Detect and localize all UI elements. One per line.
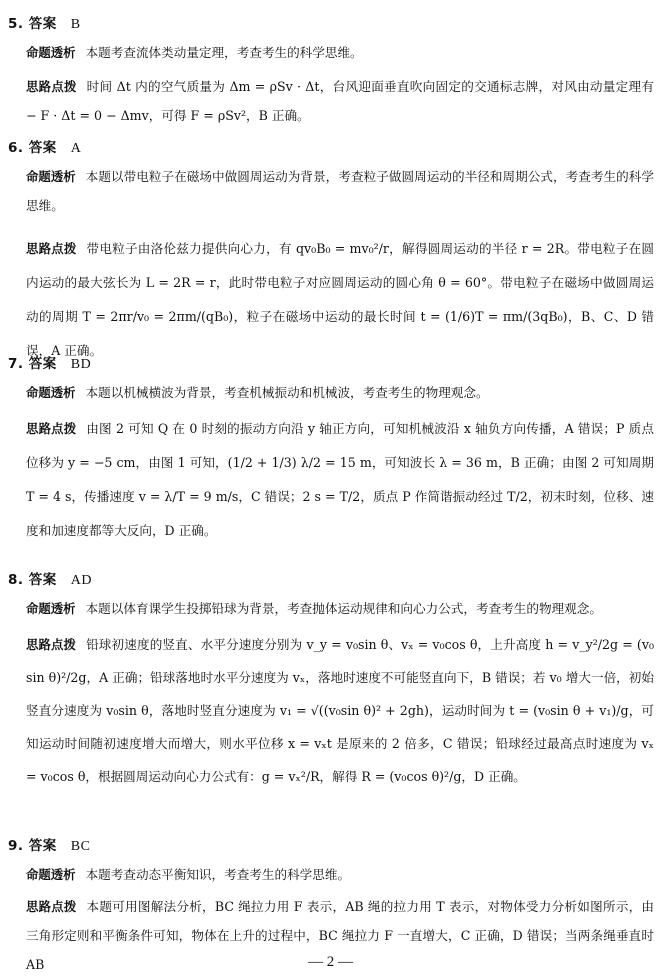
- hint-label: 思路点拨: [26, 241, 77, 256]
- page-number: — 2 —: [308, 954, 353, 970]
- hint-text: 由图 2 可知 Q 在 0 时刻的振动方向沿 y 轴正方向，可知机械波沿 x 轴负方向传播，A 错误；P 质点位移为 y = −5 cm，由图 1 可知，(1/2 + 1/3) λ/2 = 15 m，可知波长 λ = 36 m，B 正确；由图 2 可知周期 T = 4 s，传播速度 v = λ/T = 9 m/s，C 错误；2 s = T/2，质点 P 作简谐振动经过 T/2，初末时刻，位移、速度和加速度都等大反向，D 正确。: [26, 421, 654, 538]
- hint-q6: [26, 232, 654, 368]
- answer-title: 9. 答案: [8, 838, 57, 854]
- purpose-label: 命题透析: [26, 169, 76, 184]
- answer-title: 5. 答案: [8, 16, 57, 32]
- answer-key: BC: [70, 839, 91, 854]
- hint-text: 铅球初速度的竖直、水平分速度分别为 v_y = v₀sin θ、vₓ = v₀cos θ，上升高度 h = v_y²/2g = (v₀sin θ)²/2g，A 正确；铅球落地时水平分速度为 vₓ，落地时速度不可能竖直向下，B 错误；若 v₀ 增大一倍，初始竖直分速度为 v₀sin θ，落地时竖直分速度为 v₁ = √((v₀sin θ)² + 2gh)，运动时间为 t = (v₀sin θ + v₁)/g，可知运动时间随初速度增大而增大，则水平位移 x = vₓt 是原来的 2 倍多，C 错误；铅球经过最高点时速度为 vₓ = v₀cos θ，根据圆周运动向心力公式有：g = vₓ²/R，解得 R = (v₀cos θ)²/g，D 正确。: [26, 637, 654, 784]
- purpose-text: 本题考查流体类动量定理，考查考生的科学思维。: [85, 45, 363, 60]
- purpose-q7: [26, 378, 654, 407]
- answer-key: AD: [70, 573, 92, 588]
- answer-key: B: [70, 17, 81, 32]
- hint-label: 思路点拨: [26, 421, 77, 436]
- answer-title: 6. 答案: [8, 140, 57, 156]
- purpose-text: 本题考查动态平衡知识，考查考生的科学思维。: [85, 867, 351, 882]
- answer-key: A: [70, 141, 82, 156]
- purpose-label: 命题透析: [26, 867, 76, 882]
- purpose-text: 本题以体育课学生投掷铅球为背景，考查抛体运动规律和向心力公式，考查考生的物理观念。: [85, 601, 602, 616]
- hint-label: 思路点拨: [26, 637, 77, 652]
- purpose-q6: [26, 162, 654, 220]
- answer-heading-q7: [8, 352, 91, 373]
- purpose-text: 本题以带电粒子在磁场中做圆周运动为背景，考查粒子做圆周运动的半径和周期公式，考查考生的科学思维。: [26, 169, 655, 213]
- hint-text: 本题可用图解法分析，BC 绳拉力用 F 表示，AB 绳的拉力用 T 表示，对物体受力分析如图所示，由三角形定则和平衡条件可知，物体在上升的过程中，BC 绳拉力 F 一直增大，C 正确，D 错误；当两条绳垂直时 AB: [26, 899, 655, 972]
- hint-q8: [26, 628, 654, 793]
- answer-key: BD: [70, 357, 92, 372]
- hint-q5: [26, 72, 654, 130]
- hint-label: 思路点拨: [26, 79, 77, 94]
- hint-text: 带电粒子由洛伦兹力提供向心力，有 qv₀B₀ = mv₀²/r，解得圆周运动的半径 r = 2R。带电粒子在圆内运动的最大弦长为 L = 2R = r，此时带电粒子对应圆周运动的圆心角 θ = 60°。带电粒子在磁场中做圆周运动的周期 T = 2πr/v₀ = 2πm/(qB₀)，粒子在磁场中运动的最长时间 t = (1/6)T = πm/(3qB₀)，B、C、D 错误，A 正确。: [26, 241, 654, 358]
- hint-text: 时间 Δt 内的空气质量为 Δm = ρSv · Δt，台风迎面垂直吹向固定的交通标志牌，对风由动量定理有 − F · Δt = 0 − Δmv，可得 F = ρSv²，B 正确。: [26, 79, 654, 123]
- answer-heading-q9: [8, 834, 90, 855]
- purpose-q5: [26, 38, 654, 67]
- purpose-label: 命题透析: [26, 385, 76, 400]
- answer-heading-q8: [8, 568, 92, 589]
- purpose-q8: [26, 594, 654, 623]
- purpose-q9: [26, 860, 654, 889]
- purpose-label: 命题透析: [26, 601, 76, 616]
- answer-heading-q5: [8, 12, 81, 33]
- purpose-text: 本题以机械横波为背景，考查机械振动和机械波，考查考生的物理观念。: [85, 385, 489, 400]
- answer-title: 7. 答案: [8, 356, 57, 372]
- answer-title: 8. 答案: [8, 572, 57, 588]
- purpose-label: 命题透析: [26, 45, 76, 60]
- hint-q7: [26, 412, 654, 548]
- hint-label: 思路点拨: [26, 899, 77, 914]
- answer-heading-q6: [8, 136, 81, 157]
